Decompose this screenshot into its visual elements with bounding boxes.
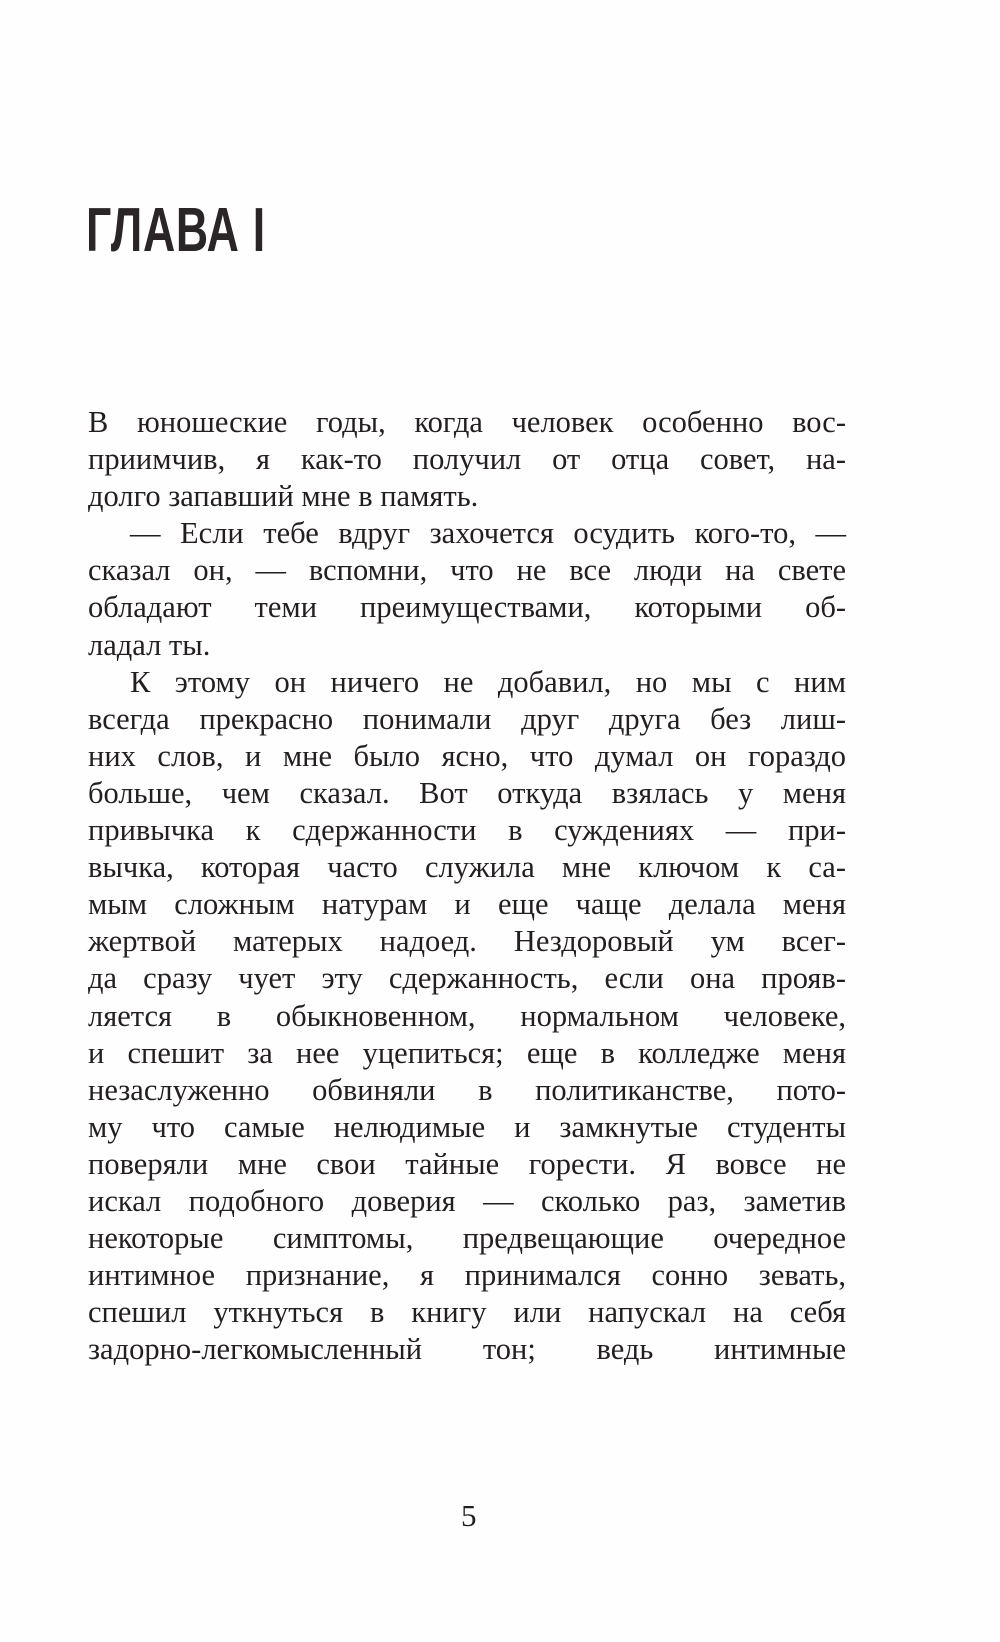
text-line: обладают теми преимуществами, которыми об-: [88, 590, 846, 625]
text-line: долго запавший мне в память.: [88, 479, 479, 514]
text-line: спешил уткнуться в книгу или напускал на себя: [88, 1295, 846, 1330]
text-line: и спешит за нее уцепиться; еще в колледже меня: [88, 1035, 846, 1070]
text-line: искал подобного доверия — сколько раз, заметив: [88, 1183, 846, 1218]
text-line: му что самые нелюдимые и замкнутые студенты: [88, 1109, 846, 1144]
text-line: вычка, которая часто служила мне ключом к са-: [88, 850, 846, 885]
text-line: В юношеские годы, когда человек особенно вос-: [88, 405, 846, 439]
text-line: незаслуженно обвиняли в политиканстве, пото-: [88, 1072, 846, 1107]
text-line: К этому он ничего не добавил, но мы с ним: [130, 664, 846, 699]
text-line: сказал он, — вспомни, что не все люди на свете: [88, 553, 846, 588]
paragraph-2: [88, 515, 846, 663]
text-line: мым сложным натурам и еще чаще делала меня: [88, 887, 846, 922]
body-text: [88, 404, 846, 1406]
text-line: поверяли мне свои тайные горести. Я вовсе не: [88, 1146, 846, 1181]
text-line: ладал ты.: [88, 627, 211, 662]
chapter-title: ГЛАВА I: [86, 196, 266, 265]
paragraph-3: [88, 664, 846, 1406]
text-line: [88, 1368, 846, 1405]
text-line: задорно-легкомысленный тон; ведь интимные: [88, 1332, 846, 1367]
text-line: интимное признание, я принимался сонно зевать,: [88, 1258, 846, 1293]
text-line: — Если тебе вдруг захочется осудить кого-то, —: [130, 516, 846, 551]
text-line: некоторые симптомы, предвещающие очередное: [88, 1221, 846, 1256]
text-line: ляется в обыкновенном, нормальном человеке,: [88, 998, 846, 1033]
text-line: да сразу чует эту сдержанность, если она прояв-: [88, 961, 846, 996]
text-line: привычка к сдержанности в суждениях — при-: [88, 813, 846, 848]
text-line: всегда прекрасно понимали друг друга без лиш-: [88, 701, 846, 736]
text-line: больше, чем сказал. Вот откуда взялась у меня: [88, 775, 846, 810]
paragraph-1: [88, 404, 846, 515]
text-line: приимчив, я как-то получил от отца совет, на-: [88, 442, 846, 477]
text-line: жертвой матерых надоед. Нездоровый ум всег-: [88, 924, 846, 959]
page-number: 5: [461, 1498, 477, 1533]
text-line: них слов, и мне было ясно, что думал он гораздо: [88, 738, 846, 773]
